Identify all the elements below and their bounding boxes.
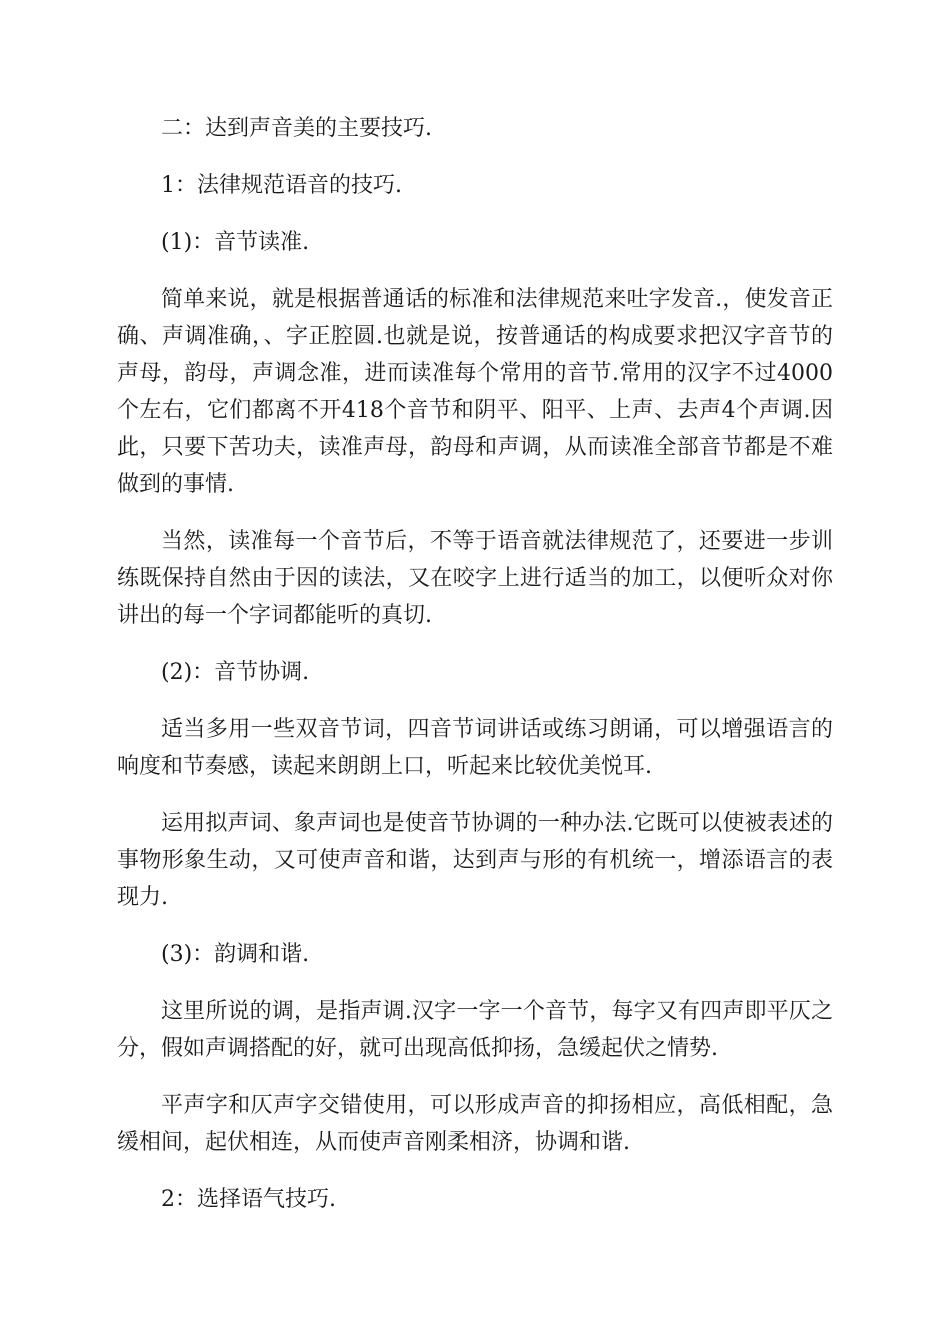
body-paragraph: 当然，读准每一个音节后，不等于语音就法律规范了，还要进一步训练既保持自然由于因的读法，又在咬字上进行适当的加工，以便听众对你讲出的每一个字词都能听的真切. (117, 529, 833, 628)
section-heading: 二：达到声音美的主要技巧. (161, 116, 432, 141)
body-paragraph: 平声字和仄声字交错使用，可以形成声音的抑扬相应，高低相配，急缓相间，起伏相连，从而使声音刚柔相济，协调和谐. (117, 1093, 833, 1155)
point-heading: (3)：韵调和谐. (161, 942, 310, 967)
point-heading: (1)：音节读准. (161, 230, 310, 255)
body-paragraph: 简单来说，就是根据普通话的标准和法律规范来吐字发音.，使发音正确、声调准确，、字正腔圆.也就是说，按普通话的构成要求把汉字音节的声母，韵母，声调念准，进而读准每个常用的音节.常用的汉字不过4000个左右，它们都离不开418个音节和阴平、阳平、上声、去声4个声调.因此，只要下苦功夫，读准声母，韵母和声调，从而读准全部音节都是不难做到的事情. (117, 287, 833, 497)
body-paragraph: 这里所说的调，是指声调.汉字一字一个音节，每字又有四声即平仄之分，假如声调搭配的好，就可出现高低抑扬，急缓起伏之情势. (117, 999, 833, 1061)
body-paragraph: 运用拟声词、象声词也是使音节协调的一种办法.它既可以使被表述的事物形象生动，又可使声音和谐，达到声与形的有机统一，增添语言的表现力. (117, 811, 833, 910)
subsection-heading: 2：选择语气技巧. (161, 1187, 336, 1212)
point-heading: (2)：音节协调. (161, 660, 310, 685)
body-paragraph: 适当多用一些双音节词，四音节词讲话或练习朗诵，可以增强语言的响度和节奏感，读起来朗朗上口，听起来比较优美悦耳. (117, 717, 833, 779)
document-body (117, 110, 833, 1218)
subsection-heading: 1：法律规范语音的技巧. (161, 173, 402, 198)
